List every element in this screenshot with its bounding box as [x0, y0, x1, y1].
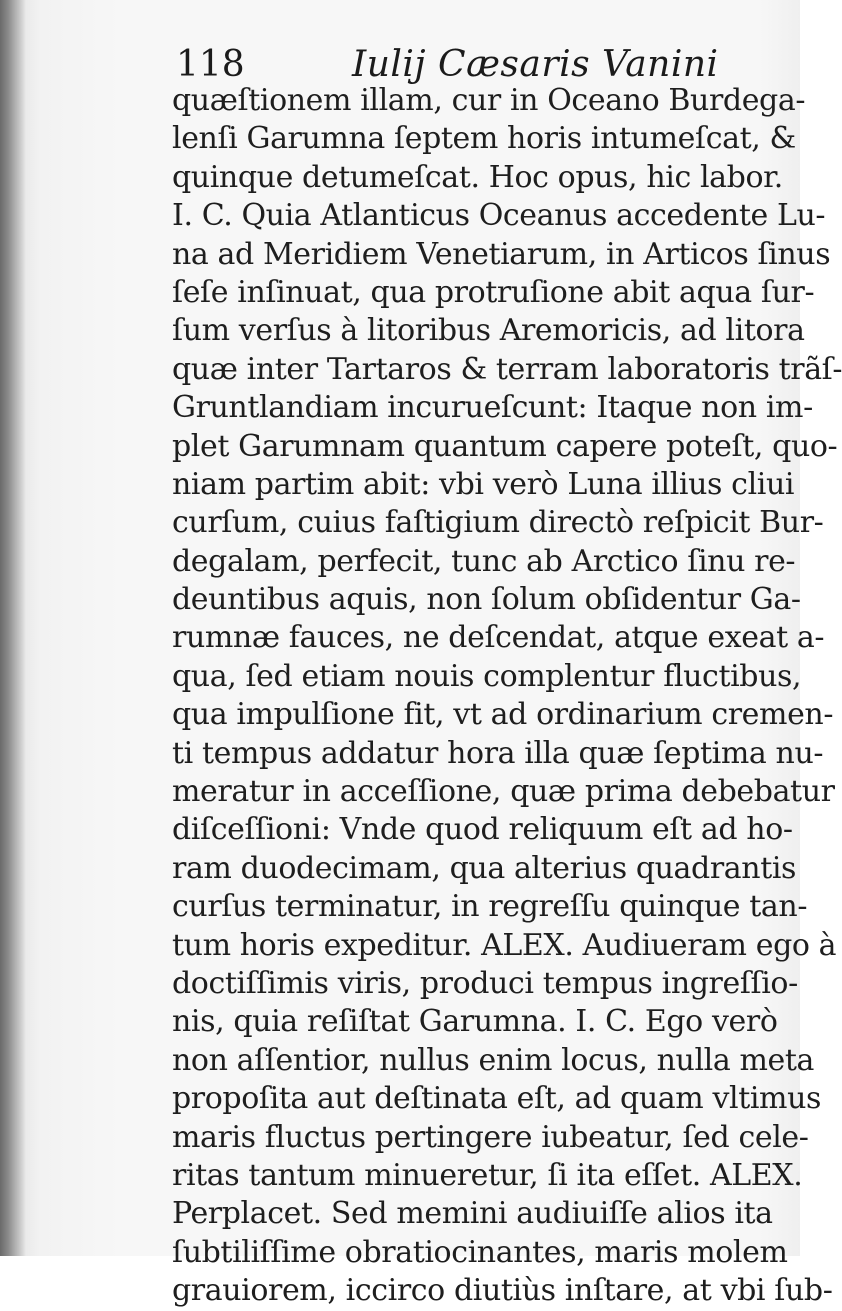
text-line: Perplacet. Sed memini audiuiſſe alios ita — [172, 1196, 773, 1232]
text-line: qua, ſed etiam nouis complentur fluctibus, — [172, 658, 802, 694]
text-line: meratur in acceſſione, quæ prima debebatur — [172, 774, 835, 810]
text-line: degalam, perfecit, tunc ab Arctico ſinu re- — [172, 543, 796, 579]
text-line: ſeſe inſinuat, qua protruſione abit aqua ſur- — [172, 274, 815, 310]
text-line: maris fluctus pertingere iubeatur, ſed cele- — [172, 1119, 809, 1155]
page-number: 118 — [176, 44, 245, 85]
text-line: tum horis expeditur. ALEX. Audiueram ego à — [172, 927, 837, 963]
text-line: non aſſentior, nullus enim locus, nulla meta — [172, 1042, 815, 1078]
text-line: nis, quia reſiſtat Garumna. I. C. Ego verò — [172, 1004, 778, 1040]
text-line: ſum verſus à litoribus Aremoricis, ad litora — [172, 313, 805, 349]
text-line: ti tempus addatur hora illa quæ ſeptima nu- — [172, 735, 824, 771]
text-line: quæſtionem illam, cur in Oceano Burdega- — [172, 83, 806, 118]
text-line: niam partim abit: vbi verò Luna illius cliui — [172, 466, 795, 502]
text-line: ram duodecimam, qua alterius quadrantis — [172, 850, 797, 886]
text-line: curſum, cuius faſtigium directò reſpicit Bur- — [172, 505, 824, 541]
text-line: rumnæ fauces, ne deſcendat, atque exeat a- — [172, 620, 825, 656]
text-line: deuntibus aquis, non ſolum obſidentur Ga- — [172, 582, 801, 618]
text-line: na ad Meridiem Venetiarum, in Articos ſinus — [172, 236, 831, 272]
text-line: doctiſſimis viris, produci tempus ingreſſio- — [172, 965, 798, 1001]
page-bottom-mark — [330, 1234, 350, 1248]
text-line: curſus terminatur, in regreſſu quinque tan- — [172, 889, 808, 925]
body-text — [172, 82, 842, 1311]
text-line: qua impulſione fit, vt ad ordinarium cremen- — [172, 697, 834, 733]
text-line: grauiorem, iccirco diutiùs inſtare, at vbi ſub- — [172, 1273, 833, 1309]
text-line: quinque detumeſcat. Hoc opus, hic labor. — [172, 159, 783, 195]
text-line: quæ inter Tartaros & terram laboratoris trãſ- — [172, 351, 842, 387]
book-binding-edge — [0, 0, 26, 1256]
text-line: propoſita aut deſtinata eſt, ad quam vltimus — [172, 1081, 822, 1117]
text-line: lenſi Garumna ſeptem horis intumeſcat, & — [172, 121, 796, 157]
text-line: ſubtiliſſime obratiocinantes, maris molem — [172, 1234, 788, 1270]
text-line: ritas tantum minueretur, ſi ita eſſet. ALEX. — [172, 1157, 803, 1193]
text-line: diſceſſioni: Vnde quod reliquum eſt ad ho- — [172, 812, 793, 848]
text-line: Gruntlandiam incurueſcunt: Itaque non im- — [172, 390, 813, 426]
text-line: plet Garumnam quantum capere poteſt, quo- — [172, 428, 838, 464]
running-head: Iulij Cæsaris Vanini — [352, 44, 719, 85]
text-line: I. C. Quia Atlanticus Oceanus accedente Lu- — [172, 198, 826, 234]
